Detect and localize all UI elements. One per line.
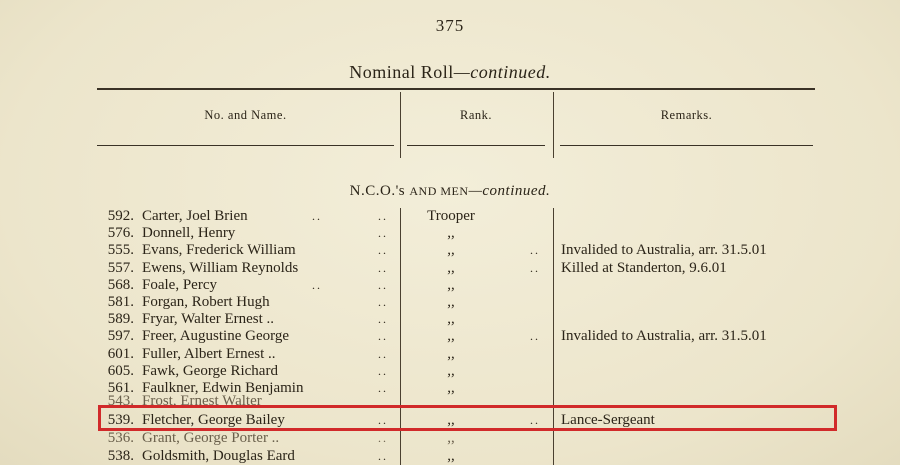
row-name: Donnell, Henry: [142, 225, 236, 242]
row-remark: Killed at Standerton, 9.6.01: [561, 259, 727, 276]
row-num: 568.: [107, 276, 134, 293]
row-name: Goldsmith, Douglas Eard: [142, 448, 295, 464]
row-name: Freer, Augustine George: [142, 328, 290, 345]
row-rank: ,,: [447, 380, 455, 396]
row-name: Ewens, William Reynolds: [142, 259, 299, 276]
row-dots2: ..: [378, 329, 388, 344]
row-remark: Invalided to Australia, arr. 31.5.01: [561, 242, 767, 259]
row-dots2: ..: [378, 260, 388, 275]
table-row: [0, 225, 900, 242]
row-num: 581.: [107, 294, 134, 310]
row-num: 536.: [107, 430, 134, 446]
row-dots1: ..: [312, 209, 322, 223]
column-header-name: No. and Name.: [204, 108, 287, 122]
table-row: [0, 277, 900, 294]
section-heading-second: AND MEN: [409, 184, 469, 198]
row-num: 557.: [107, 259, 134, 276]
row-name: Evans, Frederick William: [142, 242, 296, 259]
table-row: [0, 294, 900, 311]
row-dots2: ..: [378, 363, 388, 378]
row-rank: ,,: [447, 259, 455, 276]
row-num: 561.: [107, 380, 134, 396]
section-heading: [0, 183, 900, 200]
row-name: Carter, Joel Brien: [142, 208, 248, 224]
row-dots2: ..: [378, 226, 388, 241]
row-rank: ,,: [447, 225, 455, 242]
row-dots2: ..: [378, 277, 388, 292]
row-name: Faulkner, Edwin Benjamin: [142, 380, 304, 396]
header-bottom-rule-name: [97, 145, 394, 146]
row-name: Fryar, Walter Ernest ..: [142, 311, 275, 328]
table-row: [0, 311, 900, 328]
row-num: 601.: [107, 345, 134, 362]
row-dots2: ..: [378, 381, 388, 395]
row-num: 539.: [107, 412, 134, 428]
row-dots2: ..: [378, 449, 388, 463]
table-row: [0, 208, 900, 225]
row-name: Fawk, George Richard: [142, 362, 278, 379]
table-row: [0, 260, 900, 277]
highlight-box: [98, 405, 837, 431]
row-dots2: ..: [378, 243, 388, 258]
row-remark: Lance-Sergeant: [561, 412, 655, 428]
row-remark: Invalided to Australia, arr. 31.5.01: [561, 328, 767, 345]
row-dots3: ..: [530, 329, 540, 344]
row-name: Fletcher, George Bailey: [142, 412, 285, 428]
table-row: [0, 242, 900, 259]
row-dots3: ..: [530, 413, 540, 427]
column-header-remarks: Remarks.: [660, 108, 713, 122]
row-name: Grant, George Porter ..: [142, 430, 280, 446]
row-num: 576.: [107, 225, 134, 242]
row-name: Foale, Percy: [142, 276, 217, 293]
row-name: Fuller, Albert Ernest ..: [142, 345, 276, 362]
row-num: 589.: [107, 311, 134, 328]
row-dots2: ..: [378, 209, 388, 223]
row-num: 543.: [107, 393, 134, 410]
row-num: 597.: [107, 328, 134, 345]
table-row: [0, 346, 900, 363]
table-row: [0, 328, 900, 345]
header-bottom-rule-rank: [407, 145, 545, 146]
row-dots1: ..: [312, 277, 322, 292]
row-num: 592.: [107, 208, 134, 224]
header-bottom-rule-remarks: [560, 145, 813, 146]
roll-title-main: Nominal Roll: [349, 62, 454, 82]
row-name: Frost, Ernest Walter: [142, 393, 262, 410]
row-num: 555.: [107, 242, 134, 259]
table-row: [0, 430, 900, 447]
section-heading-suffix: —continued.: [468, 183, 551, 199]
column-header-rank: Rank.: [459, 108, 492, 122]
roll-title-suffix: —continued.: [453, 62, 551, 82]
header-divider-1: [400, 92, 401, 158]
row-dots2: ..: [378, 312, 388, 327]
row-rank: ,,: [447, 328, 455, 345]
row-rank: ,,: [447, 362, 455, 379]
row-dots3: ..: [530, 243, 540, 258]
table-row: [0, 363, 900, 380]
row-rank: ,,: [447, 430, 455, 446]
row-num: 538.: [107, 448, 134, 464]
row-rank: ,,: [447, 448, 455, 464]
row-dots3: ..: [530, 260, 540, 275]
row-rank: ,,: [447, 242, 455, 259]
row-dots2: ..: [378, 295, 388, 309]
row-name: Forgan, Robert Hugh: [142, 294, 270, 310]
section-heading-first: N.C.O.'s: [349, 183, 410, 199]
row-rank: ,,: [447, 311, 455, 328]
header-top-rule: [97, 88, 815, 90]
row-rank: ,,: [447, 276, 455, 293]
roll-title: [0, 62, 900, 83]
row-dots2: ..: [378, 413, 388, 427]
row-rank: ,,: [447, 345, 455, 362]
row-dots2: ..: [378, 346, 388, 361]
page-number: 375: [435, 16, 465, 35]
row-dots2: ..: [378, 431, 388, 445]
table-row: [0, 448, 900, 465]
row-num: 605.: [107, 362, 134, 379]
row-rank: Trooper: [427, 208, 475, 224]
row-rank: ,,: [447, 412, 455, 428]
row-rank: ,,: [447, 294, 455, 310]
header-divider-2: [553, 92, 554, 158]
